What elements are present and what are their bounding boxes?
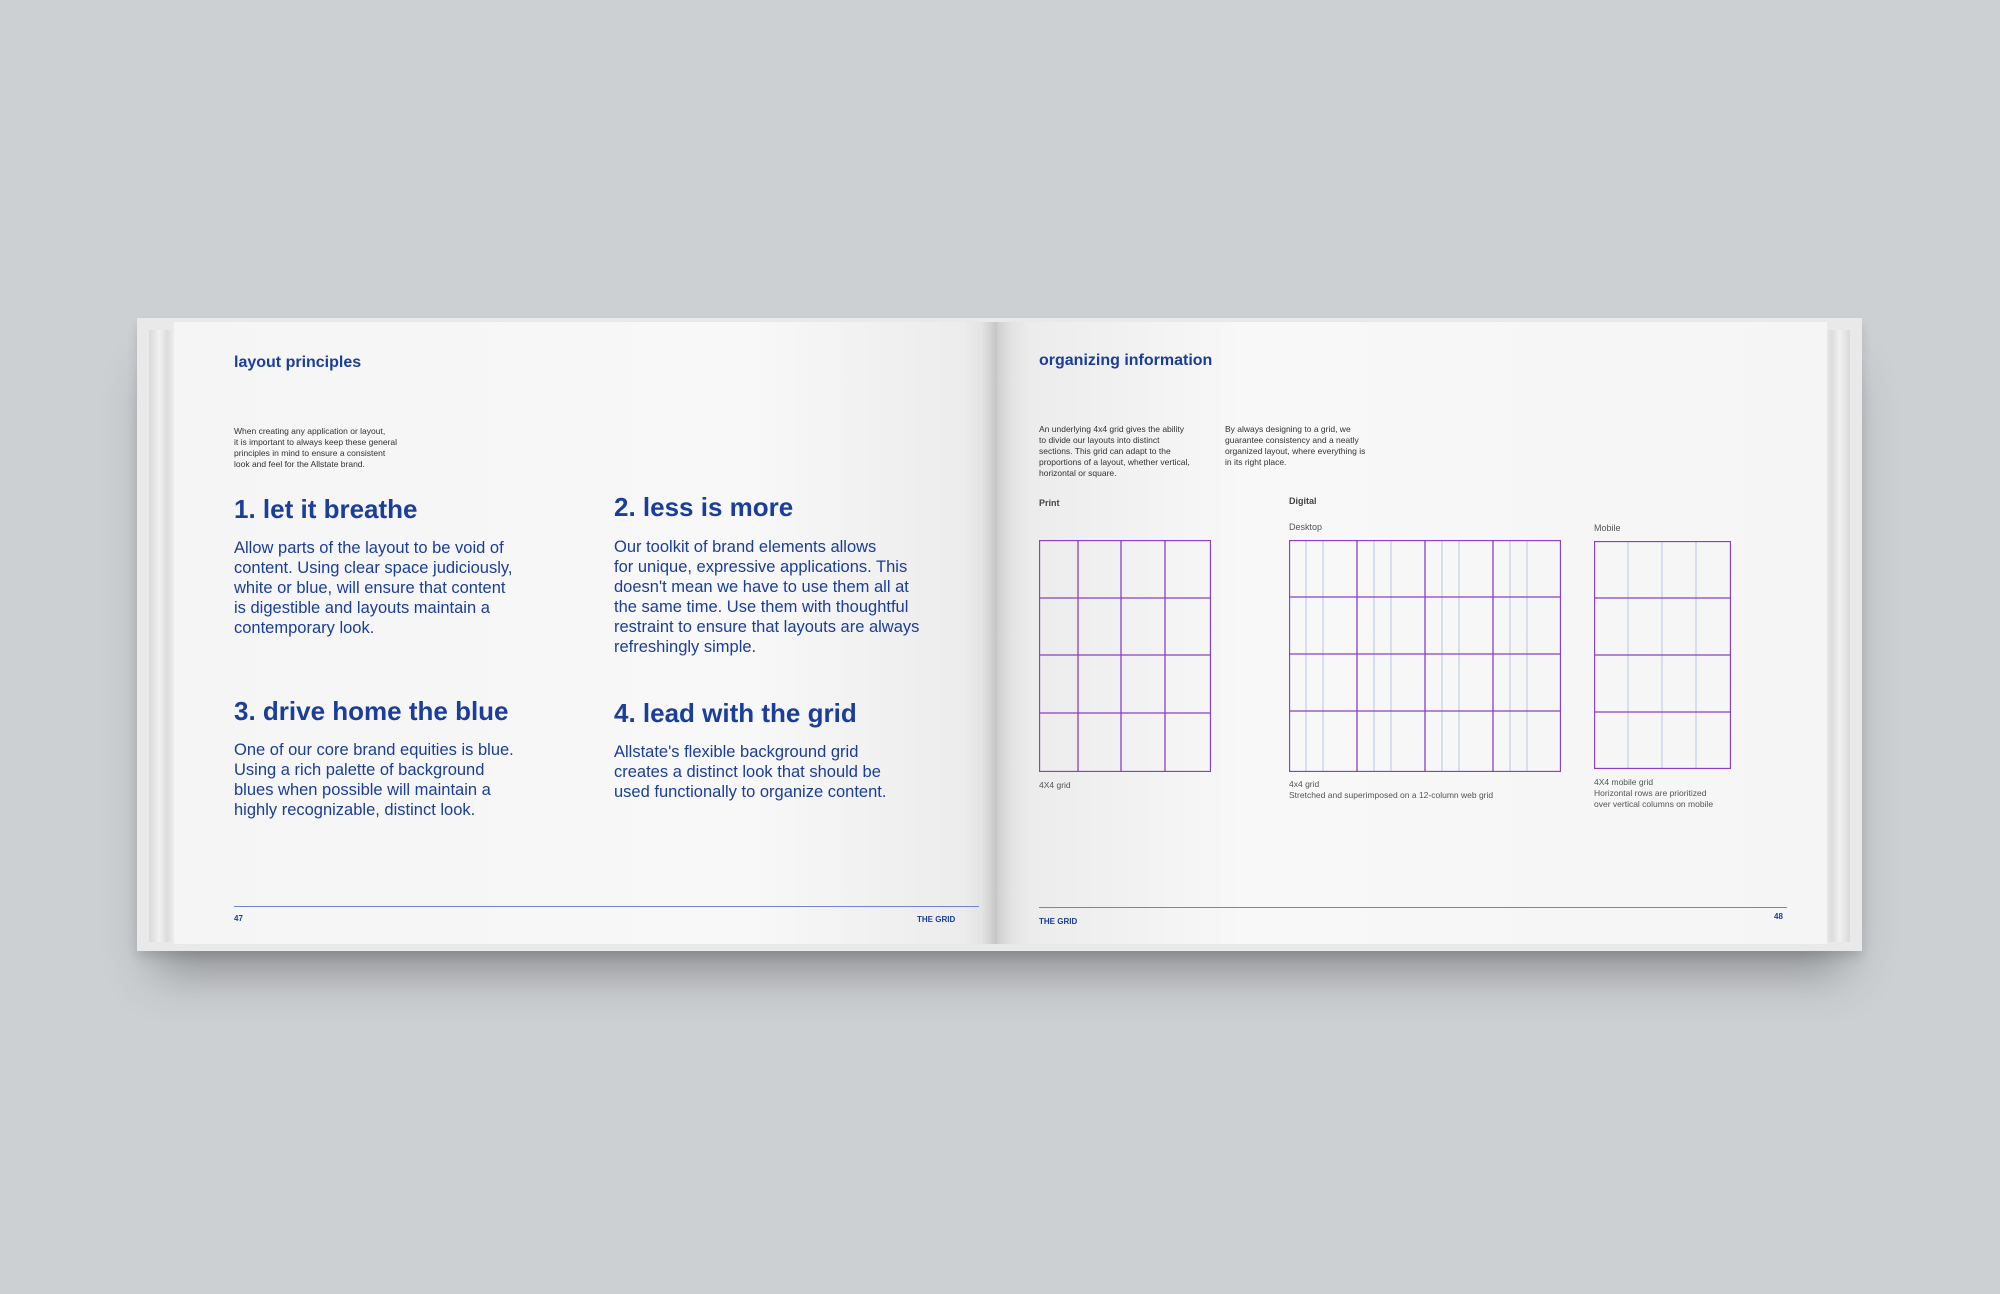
open-book (137, 318, 1862, 951)
left-section-label: THE GRID (917, 915, 956, 924)
principle-1-body: Allow parts of the layout to be void of content. Using clear space judiciously, white or blue, will ensure that content is digestible and layouts maintain a contemporary look. (234, 539, 513, 637)
right-page (997, 322, 1827, 944)
principle-2-body: Our toolkit of brand elements allows for unique, expressive applications. This doesn't mean we have to use them all at the same time. Use them with thoughtful restraint to ensure that layouts are always refreshingly simple. (614, 538, 920, 656)
right-footer-rule (1039, 907, 1787, 908)
left-footer-rule (234, 906, 979, 907)
print-label: Print (1039, 498, 1060, 508)
mobile-label: Mobile (1594, 523, 1621, 533)
right-page-intro-right: By always designing to a grid, we guarantee consistency and a neatly organized layout, where everything is in its right place. (1225, 424, 1366, 467)
right-page-title: organizing information (1039, 352, 1213, 369)
print-grid-caption: 4X4 grid (1039, 780, 1071, 790)
right-page-intro-left: An underlying 4x4 grid gives the ability to divide our layouts into distinct sections. This grid can adapt to the proportions of a layout, whether vertical, horizontal or square. (1039, 424, 1190, 478)
right-page-number: 48 (1774, 912, 1783, 921)
left-page (174, 322, 997, 944)
left-page-title: layout principles (234, 354, 362, 371)
desktop-grid (1289, 540, 1561, 772)
principle-2-heading: 2. less is more (614, 492, 794, 522)
mobile-grid (1594, 541, 1731, 769)
digital-label: Digital (1289, 496, 1317, 506)
principle-1-heading: 1. let it breathe (234, 494, 418, 524)
left-page-number: 47 (234, 914, 243, 923)
principle-4-body: Allstate's flexible background grid creates a distinct look that should be used functionally to organize content. (614, 743, 887, 801)
left-page-intro: When creating any application or layout, it is important to always keep these general principles in mind to ensure a consistent look and feel for the Allstate brand. (234, 426, 398, 469)
right-section-label: THE GRID (1039, 917, 1078, 926)
desktop-grid-caption: 4x4 grid Stretched and superimposed on a 12-column web grid (1289, 779, 1494, 800)
principle-4-heading: 4. lead with the grid (614, 698, 857, 728)
left-page-stack (149, 330, 175, 942)
right-page-stack (1824, 330, 1850, 942)
principle-3-body: One of our core brand equities is blue. Using a rich palette of background blues when possible will maintain a highly recognizable, distinct look. (234, 741, 514, 819)
desktop-label: Desktop (1289, 522, 1323, 532)
book-gutter (982, 322, 1012, 944)
print-4x4-grid (1039, 540, 1211, 772)
principle-3-heading: 3. drive home the blue (234, 696, 509, 726)
mobile-grid-caption: 4X4 mobile grid Horizontal rows are prioritized over vertical columns on mobile (1594, 777, 1714, 809)
